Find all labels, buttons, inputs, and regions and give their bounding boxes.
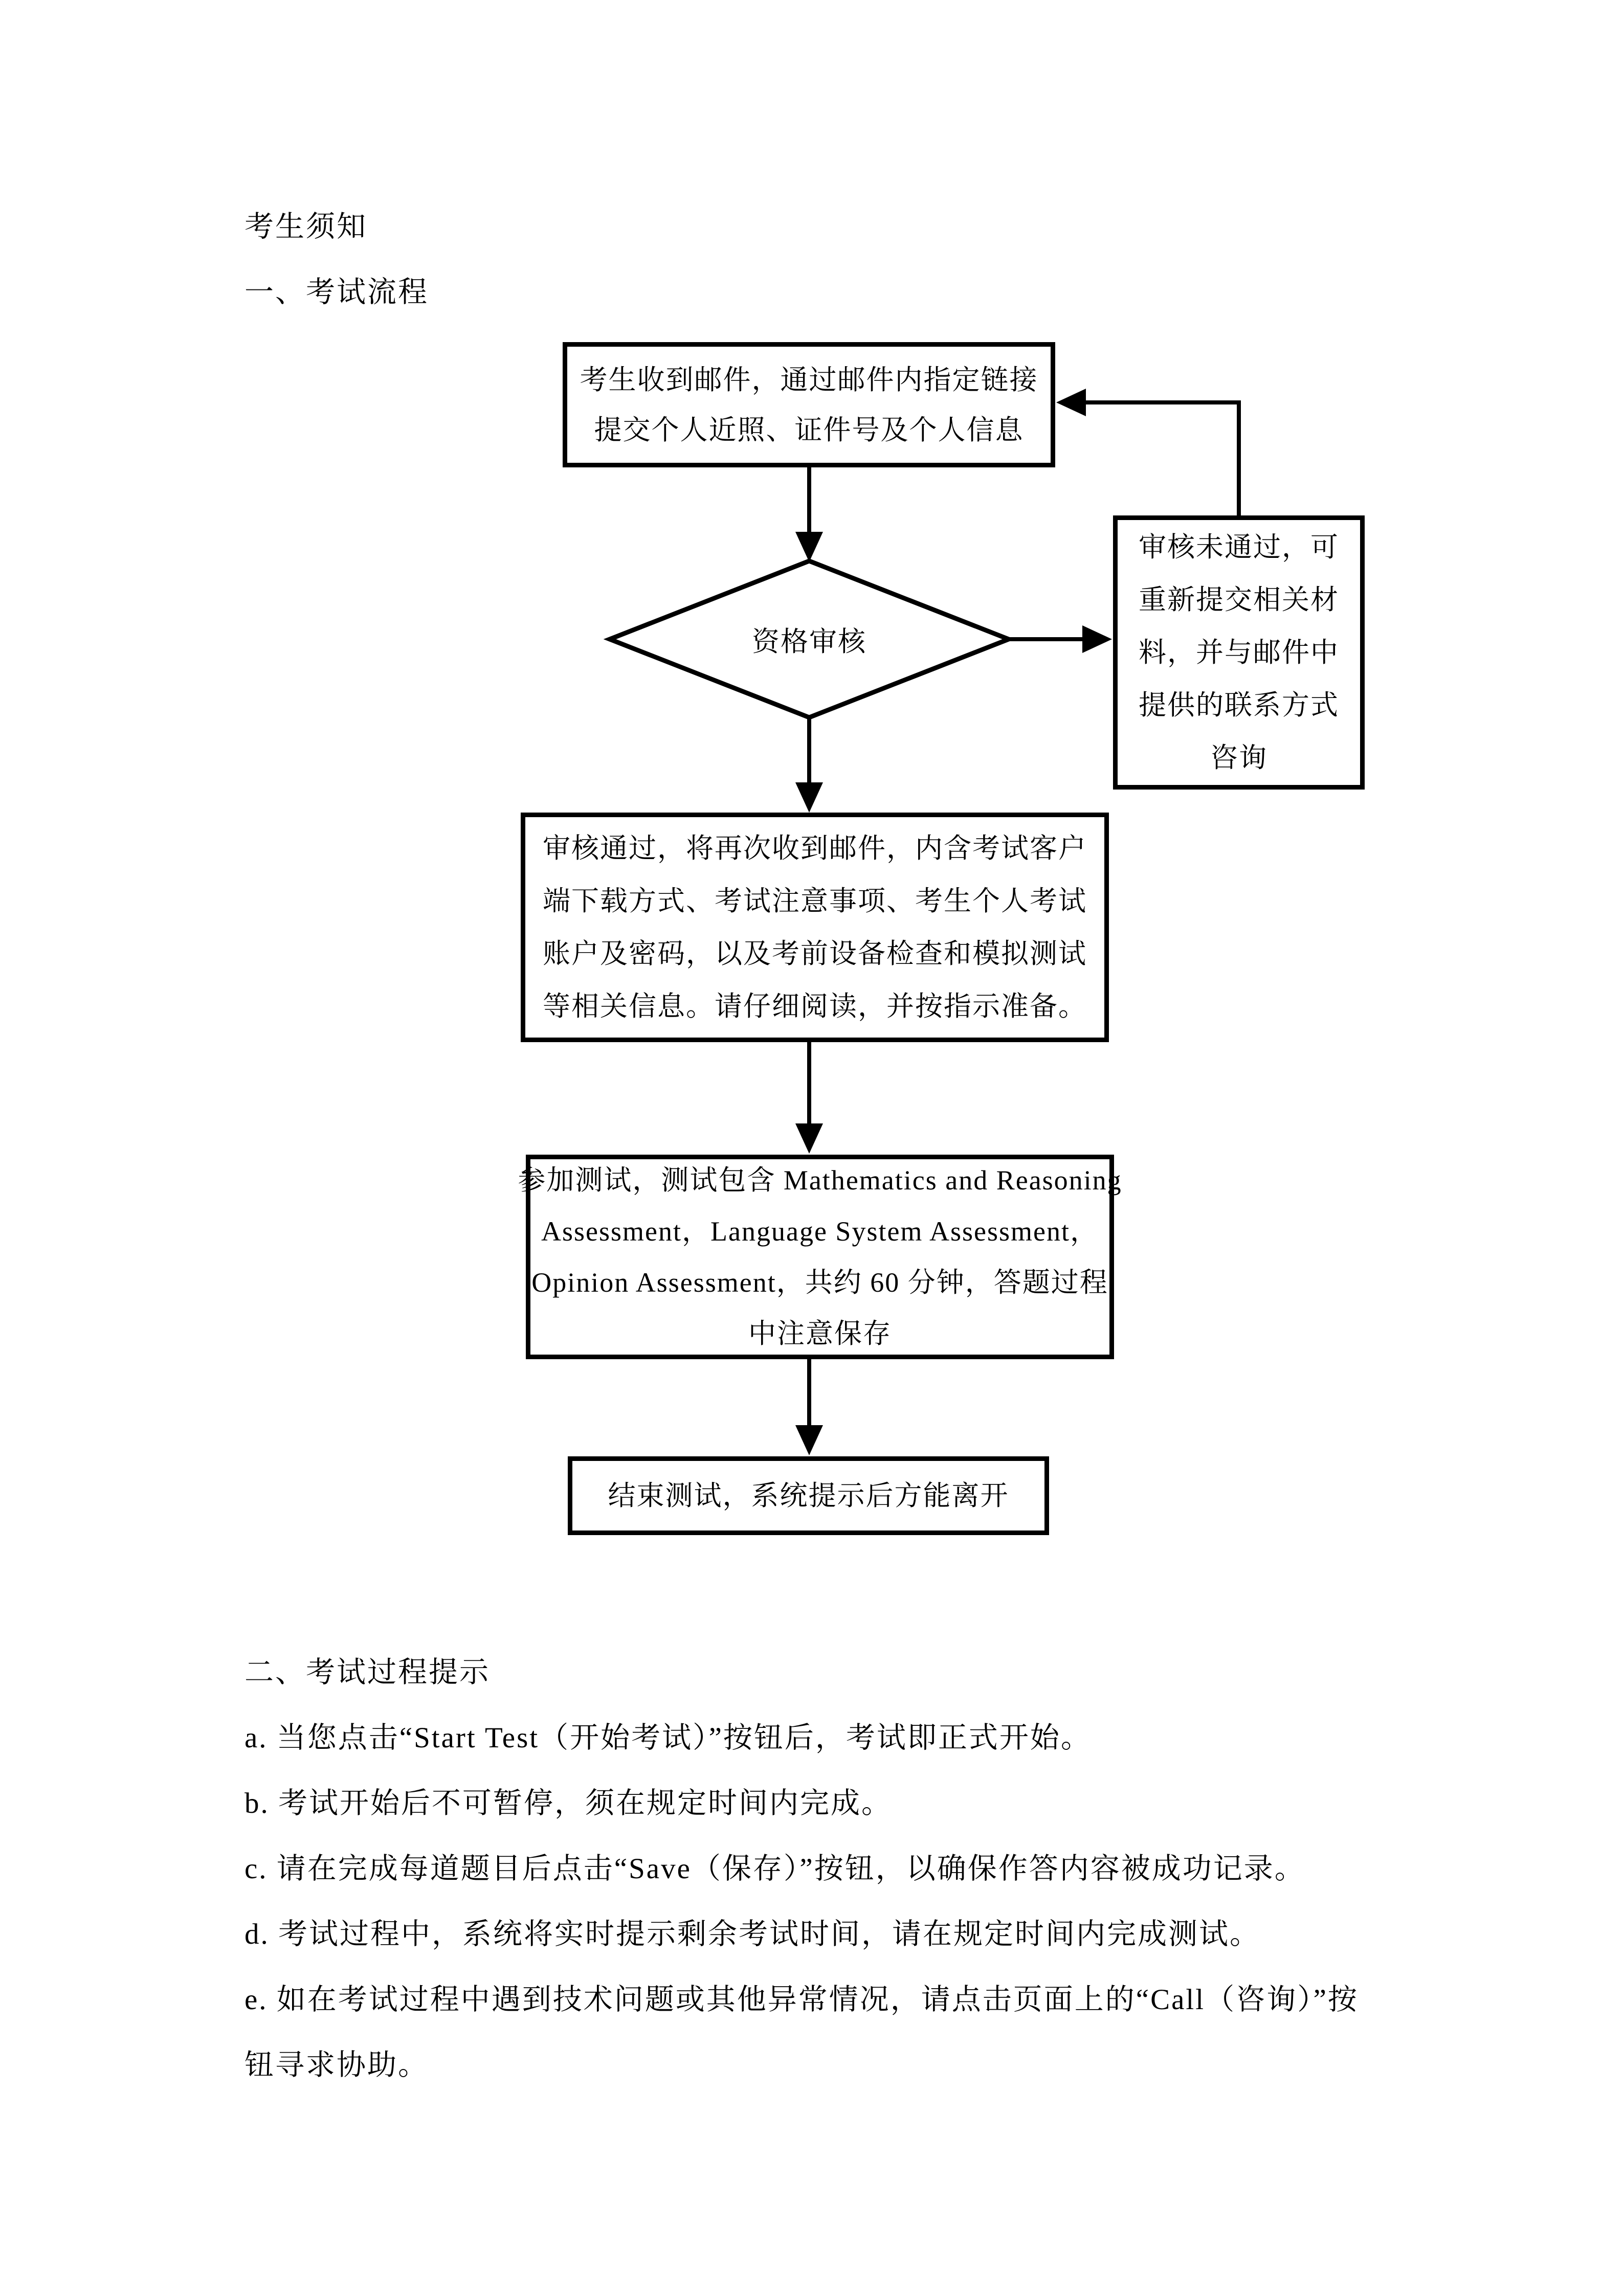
connector-reject-to-email [1083,402,1239,515]
flow-box-test-line: 参加测试，测试包含 Mathematics and Reasoning [518,1165,1122,1196]
flow-box-approved-line: 端下载方式、考试注意事项、考生个人考试 [543,885,1087,916]
note-line-c: c. 请在完成每道题目后点击“Save（保存）”按钮，以确保作答内容被成功记录。 [244,1853,1305,1885]
section1-heading: 一、考试流程 [244,276,429,308]
note-line-e: e. 如在考试过程中遇到技术问题或其他异常情况，请点击页面上的“Call（咨询）”按 [244,1984,1359,2016]
arrowhead-down-decision-icon [795,532,823,562]
flow-box-end [568,1456,1049,1535]
flow-box-test-line: Opinion Assessment，共约 60 分钟，答题过程 [531,1267,1108,1298]
flow-box-email [563,342,1055,467]
flow-box-approved-line: 审核通过，将再次收到邮件，内含考试客户 [543,832,1087,864]
note-line-e-wrap: 钮寻求协助。 [244,2049,429,2081]
arrowhead-down-test-icon [795,1123,823,1154]
flow-box-reject-line: 料，并与邮件中 [1139,637,1339,668]
flow-box-test-line: 中注意保存 [748,1318,892,1349]
flow-box-approved-line: 账户及密码，以及考前设备检查和模拟测试 [543,938,1087,969]
note-line-d: d. 考试过程中，系统将实时提示剩余考试时间，请在规定时间内完成测试。 [244,1918,1260,1950]
arrowhead-down-end-icon [795,1425,823,1455]
flow-box-test [518,1155,1122,1359]
flow-box-approved-line: 等相关信息。请仔细阅读，并按指示准备。 [543,991,1087,1022]
flow-box-reject-line: 咨询 [1210,742,1267,773]
decision-label: 资格审核 [752,626,866,657]
flow-box-reject-line: 重新提交相关材 [1139,584,1339,615]
flow-box-reject [1113,515,1365,790]
flow-box-reject-line: 提供的联系方式 [1139,689,1339,721]
flow-box-email-line: 提交个人近照、证件号及个人信息 [594,414,1024,445]
arrowhead-down-approved-icon [795,782,823,813]
section2-heading: 二、考试过程提示 [244,1656,490,1689]
flow-box-reject-line: 审核未通过，可 [1139,531,1339,562]
doc-title: 考生须知 [244,211,367,243]
flow-box-end-label: 结束测试，系统提示后方能离开 [608,1480,1009,1511]
flow-box-approved [521,813,1109,1042]
note-line-a: a. 当您点击“Start Test（开始考试）”按钮后，考试即正式开始。 [244,1722,1092,1754]
arrowhead-left-email-icon [1056,389,1086,416]
note-line-b: b. 考试开始后不可暂停，须在规定时间内完成。 [244,1787,892,1819]
flow-box-email-line: 考生收到邮件，通过邮件内指定链接 [580,364,1038,395]
arrowhead-right-reject-icon [1082,625,1112,653]
flow-box-test-line: Assessment，Language System Assessment， [541,1216,1099,1247]
